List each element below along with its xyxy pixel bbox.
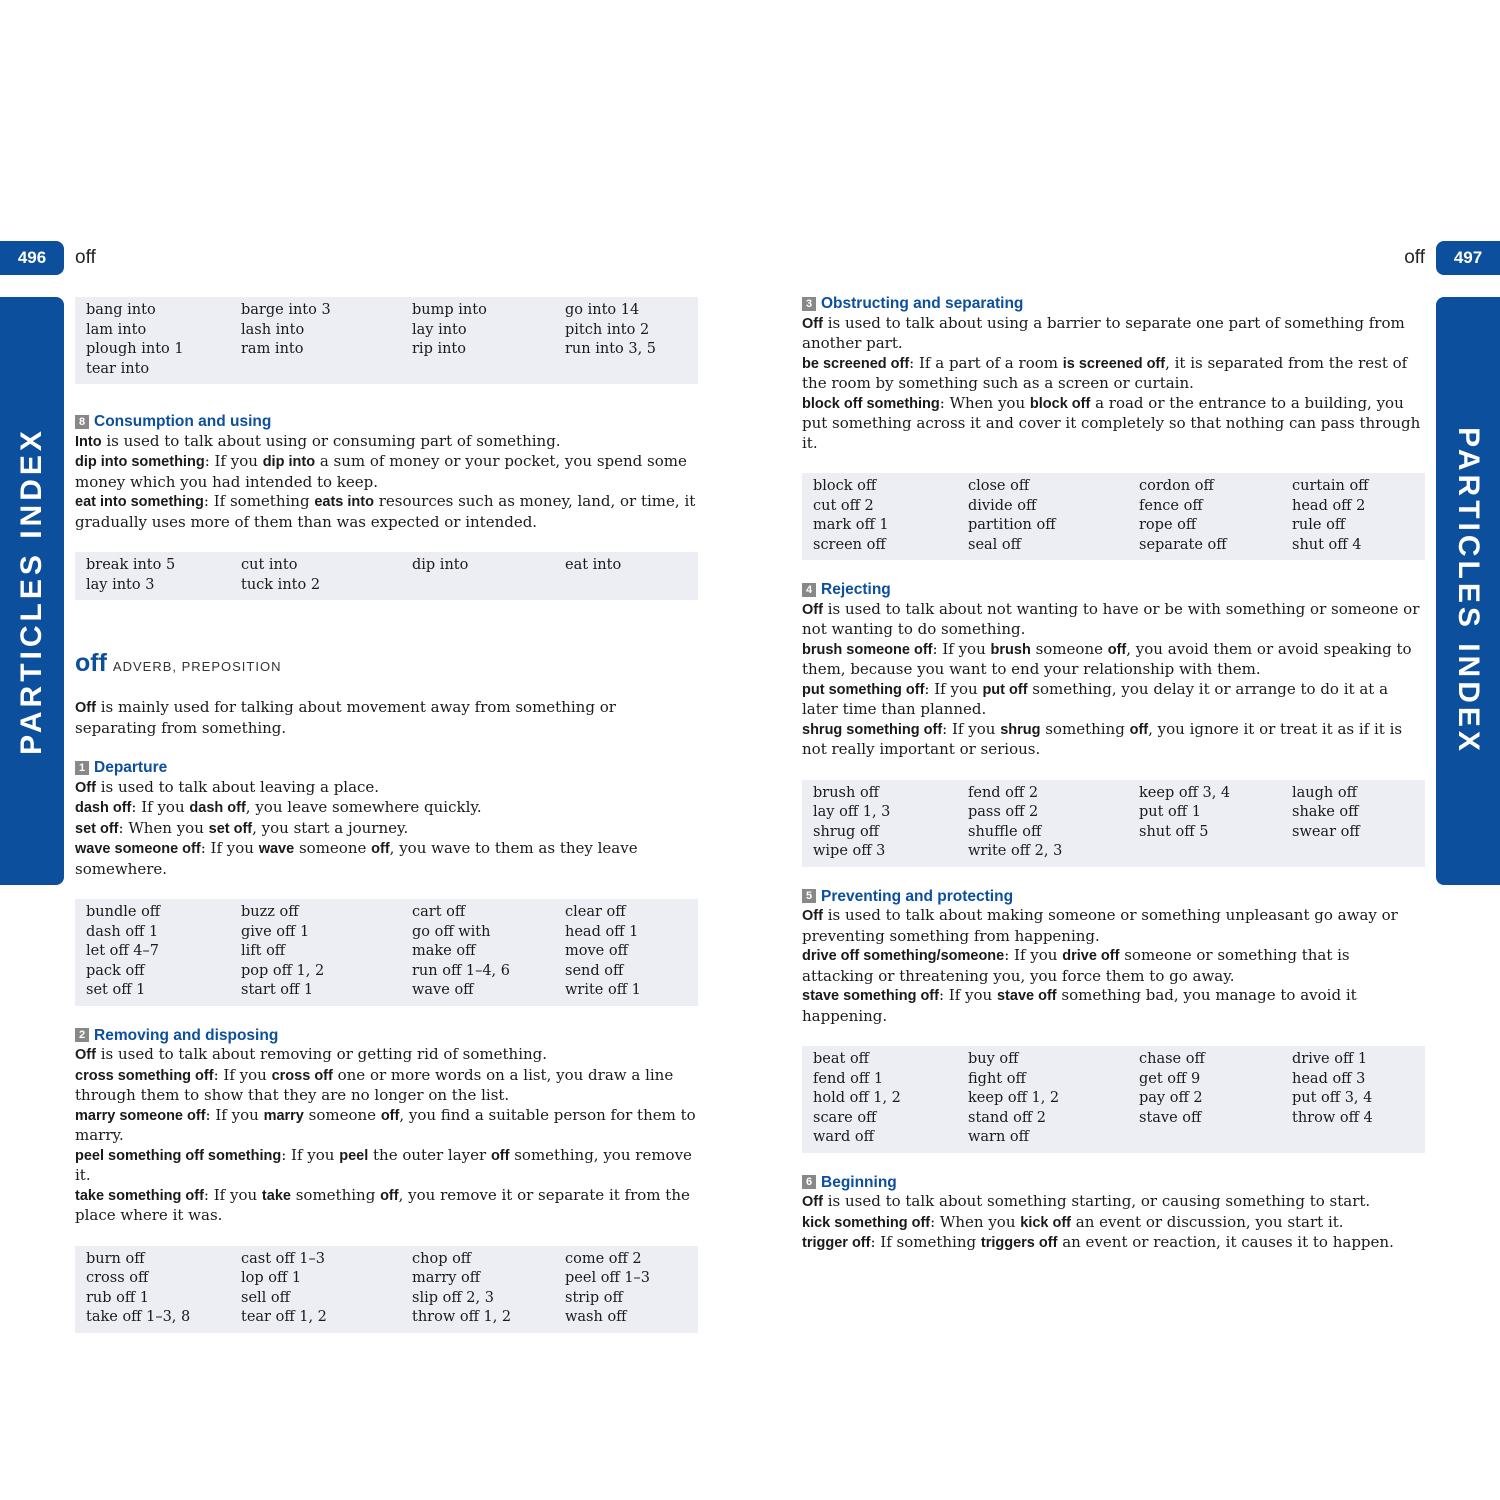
phrasal-verb-item: pop off 1, 2: [241, 962, 325, 979]
phrasal-verb-item: strip off: [565, 1289, 623, 1306]
phrasal-verb-item: fight off: [968, 1070, 1026, 1087]
verb-list-box: [802, 780, 1425, 867]
phrasal-verb-item: run off 1–4, 6: [412, 962, 511, 979]
phrasal-verb-item: lash into: [241, 321, 305, 338]
definition: [802, 354, 1425, 394]
verb-list-box: [802, 473, 1425, 560]
text-run: : If you: [1004, 946, 1063, 964]
phrasal-verb-item: throw off 1, 2: [412, 1309, 512, 1325]
text-run: is used to talk about using or consuming part of something.: [101, 431, 561, 450]
verb-list-box: [75, 552, 698, 600]
text-run: : If you: [200, 839, 259, 857]
bold-phrase: block off something: [802, 395, 940, 412]
section-number: 6: [802, 1175, 816, 1189]
phrasal-verb-item: write off 1: [565, 982, 641, 998]
text-run: : When you: [939, 393, 1030, 412]
definition: [802, 1213, 1425, 1234]
text-run: someone: [1030, 639, 1108, 658]
bold-phrase: triggers off: [980, 1235, 1058, 1251]
phrasal-verb-item: pay off 2: [1139, 1090, 1203, 1106]
section-heading: [802, 580, 1425, 600]
phrasal-verb-item: head off 2: [1292, 497, 1366, 514]
entry-intro: [75, 698, 698, 738]
phrasal-verb-item: go into 14: [565, 302, 640, 318]
phrasal-verb-item: screen off: [813, 536, 886, 553]
phrasal-verb-item: tuck into 2: [241, 576, 321, 593]
phrasal-verb-item: bang into: [86, 302, 156, 318]
bold-phrase: Off: [75, 700, 96, 716]
definition: [75, 1146, 698, 1186]
phrasal-verb-item: wipe off 3: [813, 843, 886, 859]
section-intro: [802, 906, 1425, 946]
text-run: something, you delay it or arrange to do it at a later time than planned.: [802, 679, 1389, 718]
text-run: someone: [303, 1105, 381, 1124]
phrasal-verb-item: make off: [412, 943, 476, 959]
text-run: : If something: [870, 1233, 981, 1251]
bold-phrase: put something off: [802, 681, 925, 698]
phrasal-verb-item: divide off: [968, 497, 1037, 514]
phrasal-verb-item: stave off: [1139, 1109, 1202, 1126]
bold-phrase: peel: [339, 1147, 369, 1164]
bold-phrase: dash off: [189, 800, 246, 816]
definition: [75, 492, 698, 532]
text-run: an event or reaction, it causes it to happen.: [1057, 1233, 1394, 1251]
phrasal-verb-item: cast off 1–3: [241, 1250, 325, 1267]
section-title: Obstructing and separating: [821, 295, 1024, 312]
text-run: , you find a suitable person for them to marry.: [75, 1105, 696, 1144]
phrasal-verb-item: rip into: [412, 341, 466, 357]
phrasal-verb-item: pack off: [86, 962, 145, 979]
phrasal-verb-item: lay into 3: [86, 576, 155, 593]
section-number: 4: [802, 583, 816, 597]
text-run: someone or something that is attacking or threatening you, you force them to go away.: [802, 946, 1350, 985]
phrasal-verb-item: keep off 3, 4: [1139, 784, 1231, 801]
section-intro: [802, 600, 1425, 640]
phrasal-verb-item: drive off 1: [1292, 1051, 1368, 1067]
phrasal-verb-item: lift off: [241, 943, 286, 959]
definition: [75, 1186, 698, 1226]
phrasal-verb-item: fence off: [1139, 497, 1203, 514]
phrasal-verb-item: rub off 1: [86, 1289, 150, 1306]
bold-phrase: off: [380, 1187, 399, 1204]
phrasal-verb-item: bump into: [412, 302, 487, 318]
definitions: [802, 946, 1425, 1026]
phrasal-verb-item: let off 4–7: [86, 943, 159, 959]
phrasal-verb-item: ram into: [241, 341, 304, 357]
phrasal-verb-item: plough into 1: [86, 341, 184, 357]
section-intro: [802, 1192, 1425, 1213]
section-number: 3: [802, 297, 816, 311]
section-tab-label: PARTICLES INDEX: [15, 427, 48, 755]
section-tab-label: PARTICLES INDEX: [1452, 427, 1485, 755]
definition: [802, 720, 1425, 760]
section-title: Preventing and protecting: [821, 887, 1014, 905]
verb-list-box: [75, 1246, 698, 1333]
text-run: : If something: [203, 492, 315, 510]
entry-heading: [75, 648, 698, 678]
phrasal-verb-item: shuffle off: [968, 823, 1042, 840]
text-run: : If you: [942, 719, 1001, 738]
bold-phrase: Off: [75, 779, 96, 796]
phrasal-verb-item: hold off 1, 2: [813, 1090, 901, 1106]
bold-phrase: Off: [802, 315, 823, 332]
phrasal-verb-item: keep off 1, 2: [968, 1090, 1060, 1106]
section-intro: [75, 778, 698, 799]
definition: [75, 819, 698, 840]
bold-phrase: drive off something/someone: [802, 948, 1005, 964]
bold-phrase: Off: [802, 601, 823, 618]
phrasal-verb-item: curtain off: [1292, 478, 1369, 494]
bold-phrase: Off: [75, 1047, 96, 1063]
phrasal-verb-item: buy off: [968, 1051, 1019, 1067]
text-run: something: [290, 1185, 381, 1204]
text-run: : If you: [204, 452, 263, 470]
text-run: something, you remove it.: [75, 1145, 692, 1184]
section-number: 1: [75, 761, 89, 775]
section-heading: [75, 412, 698, 432]
definitions: [75, 452, 698, 532]
phrasal-verb-item: buzz off: [241, 904, 299, 920]
phrasal-verb-item: brush off: [813, 784, 879, 801]
phrasal-verb-item: slip off 2, 3: [412, 1289, 494, 1306]
text-run: : If a part of a room: [909, 353, 1063, 372]
phrasal-verb-item: burn off: [86, 1250, 145, 1267]
section-heading: [802, 887, 1425, 907]
text-run: : If you: [213, 1065, 272, 1084]
text-run: is used to talk about not wanting to have or be with something or someone or not wanting to do something.: [802, 599, 1420, 638]
bold-phrase: marry someone off: [75, 1107, 206, 1124]
text-run: : If you: [281, 1145, 340, 1164]
phrasal-verb-item: move off: [565, 943, 628, 959]
phrasal-verb-item: chop off: [412, 1250, 472, 1267]
phrasal-verb-item: chase off: [1139, 1051, 1205, 1067]
text-run: the outer layer: [368, 1145, 491, 1164]
phrasal-verb-item: clear off: [565, 904, 626, 920]
phrasal-verb-item: wave off: [412, 982, 474, 998]
bold-phrase: off: [1107, 641, 1127, 658]
bold-phrase: set off: [208, 820, 253, 837]
page-number-right: 497: [1436, 241, 1500, 275]
bold-phrase: kick something off: [802, 1214, 931, 1231]
text-run: a sum of money or your pocket, you spend some money which you had intended to keep.: [75, 452, 687, 491]
bold-phrase: brush: [990, 641, 1031, 658]
phrasal-verb-item: start off 1: [241, 982, 314, 998]
phrasal-verb-item: peel off 1–3: [565, 1270, 651, 1286]
phrasal-verb-item: ward off: [813, 1129, 874, 1145]
text-run: : If you: [203, 1185, 262, 1204]
text-run: , you ignore it or treat it as if it is not really important or serious.: [802, 719, 1403, 758]
text-run: is mainly used for talking about movement away from something or separating from something.: [75, 698, 616, 737]
section-number: 2: [75, 1028, 89, 1042]
phrasal-verb-item: warn off: [968, 1129, 1029, 1145]
section-tab-right: [1436, 297, 1500, 885]
phrasal-verb-item: seal off: [968, 536, 1021, 553]
phrasal-verb-item: block off: [813, 478, 877, 494]
section-title: Rejecting: [821, 581, 891, 598]
part-of-speech: ADVERB, PREPOSITION: [112, 659, 282, 674]
phrasal-verb-item: separate off: [1139, 536, 1227, 553]
bold-phrase: dip into: [262, 454, 316, 470]
definition: [75, 839, 698, 879]
bold-phrase: wave someone off: [75, 841, 201, 857]
bold-phrase: take: [261, 1187, 291, 1204]
verb-list-box: [75, 297, 698, 384]
bold-phrase: kick off: [1020, 1214, 1072, 1231]
definitions: [802, 354, 1425, 454]
section-intro: [75, 432, 698, 453]
phrasal-verb-item: get off 9: [1139, 1070, 1201, 1087]
bold-phrase: wave: [258, 841, 295, 857]
bold-phrase: set off: [75, 820, 119, 837]
left-column: [75, 297, 698, 1333]
phrasal-verb-item: fend off 2: [968, 784, 1039, 801]
bold-phrase: cross off: [271, 1067, 333, 1084]
section-intro: [802, 314, 1425, 354]
definition: [802, 394, 1425, 454]
phrasal-verb-item: dip into: [412, 557, 469, 573]
text-run: , it is separated from the rest of the room by something such as a screen or curtain.: [802, 353, 1408, 392]
bold-phrase: drive off: [1062, 948, 1120, 964]
phrasal-verb-item: shut off 5: [1139, 823, 1209, 840]
bold-phrase: put off: [982, 681, 1028, 698]
text-run: is used to talk about removing or getting rid of something.: [95, 1045, 548, 1063]
phrasal-verb-item: rule off: [1292, 517, 1346, 533]
definition: [802, 946, 1425, 986]
text-run: : If you: [205, 1105, 264, 1124]
text-run: : If you: [924, 679, 983, 698]
phrasal-verb-item: tear into: [86, 360, 150, 377]
phrasal-verb-item: dash off 1: [86, 923, 159, 940]
text-run: is used to talk about leaving a place.: [95, 777, 380, 796]
phrasal-verb-item: come off 2: [565, 1250, 642, 1267]
section-title: Consumption and using: [94, 413, 272, 430]
phrasal-verb-item: shut off 4: [1292, 536, 1362, 553]
text-run: is used to talk about making someone or something unpleasant go away or preventing something from happening.: [802, 906, 1398, 945]
verb-list-box: [75, 899, 698, 1006]
section-heading: [802, 1173, 1425, 1193]
bold-phrase: off: [380, 1107, 400, 1124]
definition: [75, 798, 698, 819]
phrasal-verb-item: stand off 2: [968, 1109, 1047, 1126]
definition: [75, 452, 698, 492]
text-run: , you start a journey.: [252, 818, 409, 837]
definitions: [75, 1066, 698, 1226]
text-run: resources such as money, land, or time, it gradually uses more of them than was expected or intended.: [75, 492, 696, 531]
phrasal-verb-item: go off with: [412, 923, 491, 940]
phrasal-verb-item: cart off: [412, 904, 466, 920]
phrasal-verb-item: head off 1: [565, 923, 639, 940]
phrasal-verb-item: beat off: [813, 1051, 869, 1067]
phrasal-verb-item: lop off 1: [241, 1270, 302, 1286]
bold-phrase: shrug: [1000, 721, 1041, 738]
phrasal-verb-item: cross off: [86, 1270, 149, 1286]
phrasal-verb-item: shake off: [1292, 804, 1359, 820]
running-headword-left: off: [75, 247, 96, 268]
running-headword-right: off: [1404, 247, 1425, 268]
definition: [802, 1233, 1425, 1254]
bold-phrase: cross something off: [75, 1067, 214, 1084]
text-run: , you avoid them or avoid speaking to them, because you want to end your relationship with them.: [802, 639, 1412, 678]
text-run: is used to talk about something starting, or causing something to start.: [822, 1192, 1371, 1210]
bold-phrase: Off: [802, 908, 823, 924]
section-number: 8: [75, 415, 89, 429]
text-run: a road or the entrance to a building, you put something across it and cover it completely so that nothing can pass through it.: [802, 393, 1421, 452]
phrasal-verb-item: sell off: [241, 1289, 290, 1306]
verb-list-box: [802, 1046, 1425, 1153]
section-heading: [802, 294, 1425, 314]
phrasal-verb-item: fend off 1: [813, 1070, 884, 1087]
text-run: : If you: [131, 798, 190, 816]
section-intro: [75, 1045, 698, 1066]
phrasal-verb-item: cordon off: [1139, 478, 1214, 494]
phrasal-verb-item: shrug off: [813, 823, 879, 840]
phrasal-verb-item: take off 1–3, 8: [86, 1309, 191, 1325]
phrasal-verb-item: put off 3, 4: [1292, 1090, 1373, 1106]
section-number: 5: [802, 889, 816, 903]
text-run: one or more words on a list, you draw a line through them to show that they are no longer on the list.: [75, 1065, 674, 1104]
phrasal-verb-item: send off: [565, 962, 624, 979]
text-run: : When you: [930, 1212, 1021, 1231]
bold-phrase: brush someone off: [802, 641, 933, 658]
section-title: Removing and disposing: [94, 1026, 279, 1044]
bold-phrase: off: [1129, 721, 1149, 738]
phrasal-verb-item: break into 5: [86, 557, 176, 573]
phrasal-verb-item: eat into: [565, 557, 622, 573]
text-run: , you leave somewhere quickly.: [245, 798, 482, 816]
section-title: Departure: [94, 759, 168, 776]
phrasal-verb-item: write off 2, 3: [968, 843, 1063, 859]
text-run: : If you: [932, 639, 991, 658]
phrasal-verb-item: lay into: [412, 321, 467, 338]
phrasal-verb-item: head off 3: [1292, 1070, 1366, 1087]
phrasal-verb-item: bundle off: [86, 904, 161, 920]
phrasal-verb-item: pass off 2: [968, 804, 1039, 820]
phrasal-verb-item: pitch into 2: [565, 321, 650, 338]
text-run: , you wave to them as they leave somewhere.: [75, 839, 638, 878]
section-heading: [75, 758, 698, 778]
definition: [75, 1066, 698, 1106]
bold-phrase: block off: [1029, 395, 1091, 412]
definitions: [75, 798, 698, 879]
text-run: an event or discussion, you start it.: [1071, 1212, 1344, 1231]
bold-phrase: take something off: [75, 1187, 204, 1204]
definition: [802, 680, 1425, 720]
definitions: [802, 640, 1425, 760]
definition: [75, 1106, 698, 1146]
bold-phrase: dash off: [75, 800, 132, 816]
phrasal-verb-item: swear off: [1292, 823, 1360, 840]
text-run: something bad, you manage to avoid it happening.: [802, 986, 1357, 1025]
bold-phrase: eats into: [314, 494, 374, 510]
phrasal-verb-item: give off 1: [241, 923, 310, 940]
section-title: Beginning: [821, 1173, 897, 1191]
phrasal-verb-item: rope off: [1139, 517, 1197, 533]
definitions: [802, 1213, 1425, 1254]
phrasal-verb-item: laugh off: [1292, 784, 1357, 801]
phrasal-verb-item: lay off 1, 3: [813, 804, 891, 820]
phrasal-verb-item: run into 3, 5: [565, 341, 657, 357]
bold-phrase: marry: [263, 1107, 304, 1124]
bold-phrase: Off: [802, 1194, 823, 1210]
section-tab-left: [0, 297, 64, 885]
text-run: , you remove it or separate it from the place where it was.: [75, 1185, 690, 1224]
phrasal-verb-item: mark off 1: [813, 517, 889, 533]
right-column: [802, 294, 1425, 1254]
bold-phrase: is screened off: [1062, 355, 1166, 372]
bold-phrase: stave off: [996, 988, 1057, 1004]
bold-phrase: shrug something off: [802, 721, 943, 738]
entry-word: off: [75, 649, 107, 677]
section-heading: [75, 1026, 698, 1046]
text-run: is used to talk about using a barrier to separate one part of something from another part.: [802, 313, 1405, 352]
phrasal-verb-item: marry off: [412, 1270, 481, 1286]
phrasal-verb-item: barge into 3: [241, 302, 331, 318]
page-number-left: 496: [0, 241, 64, 275]
bold-phrase: off: [371, 841, 390, 857]
bold-phrase: off: [490, 1147, 510, 1164]
bold-phrase: trigger off: [802, 1235, 871, 1251]
definition: [802, 986, 1425, 1026]
phrasal-verb-item: throw off 4: [1292, 1109, 1373, 1126]
bold-phrase: Into: [75, 433, 102, 450]
phrasal-verb-item: scare off: [813, 1109, 877, 1126]
bold-phrase: peel something off something: [75, 1147, 282, 1164]
phrasal-verb-item: put off 1: [1139, 804, 1201, 820]
phrasal-verb-item: tear off 1, 2: [241, 1309, 327, 1325]
text-run: : If you: [938, 986, 997, 1004]
phrasal-verb-item: wash off: [565, 1309, 627, 1325]
text-run: : When you: [118, 818, 209, 837]
phrasal-verb-item: lam into: [86, 321, 147, 338]
bold-phrase: be screened off: [802, 355, 910, 372]
text-run: someone: [294, 839, 372, 857]
definition: [802, 640, 1425, 680]
phrasal-verb-item: set off 1: [86, 982, 146, 998]
bold-phrase: stave something off: [802, 988, 939, 1004]
bold-phrase: dip into something: [75, 454, 205, 470]
phrasal-verb-item: cut off 2: [813, 497, 874, 514]
phrasal-verb-item: close off: [968, 478, 1030, 494]
text-run: something: [1040, 719, 1130, 738]
phrasal-verb-item: partition off: [968, 517, 1056, 533]
bold-phrase: eat into something: [75, 494, 204, 510]
phrasal-verb-item: cut into: [241, 557, 298, 573]
